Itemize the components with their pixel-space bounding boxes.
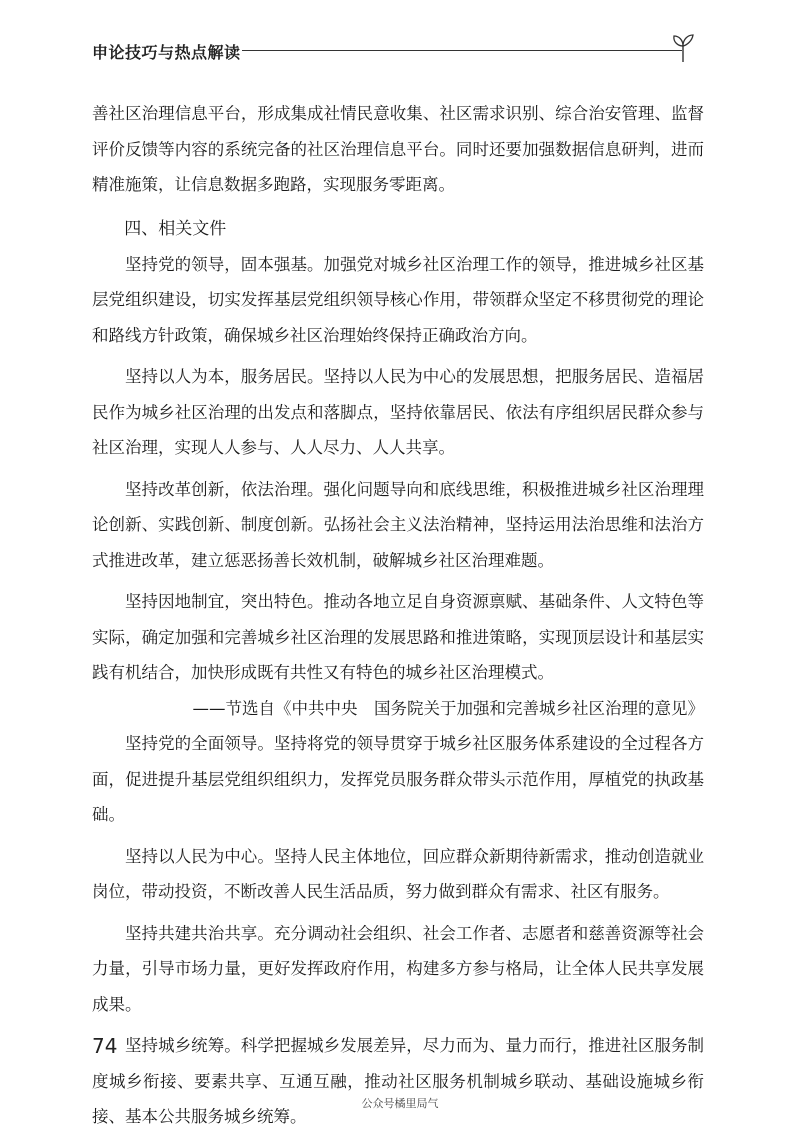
header-rule xyxy=(242,50,682,51)
page-content xyxy=(92,96,704,1135)
body-paragraph: 坚持党的领导，固本强基。加强党对城乡社区治理工作的领导，推进城乡社区基层党组织建设，切实发挥基层党组织领导核心作用，带领群众坚定不移贯彻党的理论和路线方针政策，确保城乡社区治理始终保持正确政治方向。 xyxy=(92,254,704,345)
intro-paragraph: 善社区治理信息平台，形成集成社情民意收集、社区需求识别、综合治安管理、监督评价反馈等内容的系统完备的社区治理信息平台。同时还要加强数据信息研判，进而精准施策，让信息数据多跑路，实现服务零距离。 xyxy=(92,104,704,194)
body-paragraph: 坚持以人民为中心。坚持人民主体地位，回应群众新期待新需求，推动创造就业岗位，带动投资，不断改善人民生活品质，努力做到群众有需求、社区有服务。 xyxy=(92,846,704,901)
body-paragraph: 坚持改革创新，依法治理。强化问题导向和底线思维，积极推进城乡社区治理理论创新、实践创新、制度创新。弘扬社会主义法治精神，坚持运用法治思维和法治方式推进改革，建立惩恶扬善长效机制，破解城乡社区治理难题。 xyxy=(92,479,704,570)
sprout-icon xyxy=(666,30,700,64)
section-heading: 四、相关文件 xyxy=(124,218,227,239)
page-number: 74 xyxy=(92,1034,118,1058)
header-title: 申论技巧与热点解读 xyxy=(92,43,241,62)
body-paragraph: 坚持以人为本，服务居民。坚持以人民为中心的发展思想，把服务居民、造福居民作为城乡社区治理的出发点和落脚点，坚持依靠居民、依法有序组织居民群众参与社区治理，实现人人参与、人人尽力、人人共享。 xyxy=(92,367,704,457)
footer-watermark: 公众号橘里局气 xyxy=(361,1097,439,1110)
body-paragraph: 坚持党的全面领导。坚持将党的领导贯穿于城乡社区服务体系建设的全过程各方面，促进提升基层党组织组织力，发挥党员服务群众带头示范作用，厚植党的执政基础。 xyxy=(92,734,704,824)
body-paragraph: 坚持因地制宜，突出特色。推动各地立足自身资源禀赋、基础条件、人文特色等实际，确定加强和完善城乡社区治理的发展思路和推进策略，实现顶层设计和基层实践有机结合，加快形成既有共性又有特色的城乡社区治理模式。 xyxy=(92,592,704,682)
source-citation: ——节选自《中共中央 国务院关于加强和完善城乡社区治理的意见》 xyxy=(192,698,704,718)
body-paragraph: 坚持共建共治共享。充分调动社会组织、社会工作者、志愿者和慈善资源等社会力量，引导市场力量，更好发挥政府作用，构建多方参与格局，让全体人民共享发展成果。 xyxy=(92,923,704,1014)
running-header xyxy=(92,30,704,70)
body-paragraph: 坚持城乡统筹。科学把握城乡发展差异，尽力而为、量力而行，推进社区服务制度城乡衔接、要素共享、互通互融，推动社区服务机制城乡联动、基础设施城乡衔接、基本公共服务城乡统筹。 xyxy=(92,1036,704,1126)
